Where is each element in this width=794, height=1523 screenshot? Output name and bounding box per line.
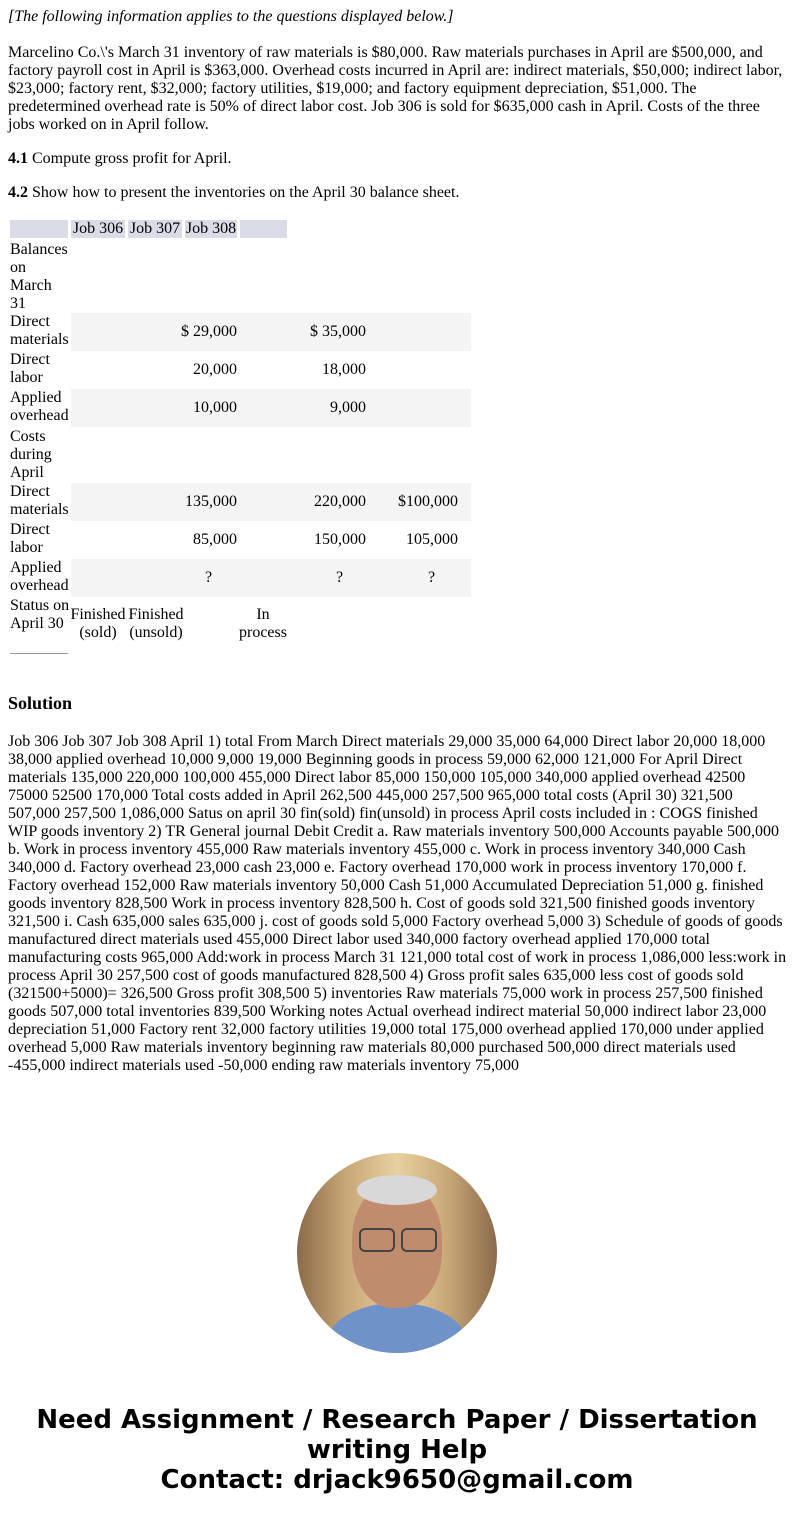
table-row [8, 313, 478, 351]
status-job-308: In process [239, 606, 287, 641]
row-label: Direct materials [10, 313, 69, 348]
intro-body: Marcelino Co.\'s March 31 inventory of raw materials is $80,000. Raw materials purchases in April are $500,000, and factory payroll cost in April is $363,000. Overhead costs incurred in April are: indirect materials, $50,000; indirect labor, $23,000; factory rent, $32,000; factory utilities, $19,000; and factory equipment depreciation, $51,000. The predetermined overhead rate is 50% of direct labor cost. Job 306 is sold for $635,000 cash in April. Costs of the three jobs worked on in April follow. [8, 44, 783, 133]
cell-job-306: 135,000 [185, 493, 237, 510]
cell-job-308: $100,000 [398, 493, 458, 510]
status-job-307: Finished (unsold) [128, 606, 184, 641]
table-row [8, 521, 478, 559]
cell-job-307: $ 35,000 [310, 323, 366, 340]
question-4-2 [8, 184, 459, 202]
table-row [8, 559, 478, 597]
footer-contact: Contact: drjack9650@gmail.com [160, 1465, 634, 1495]
cell-job-307: ? [336, 569, 344, 586]
cell-job-306: 85,000 [193, 531, 237, 548]
solution-heading: Solution [8, 693, 73, 713]
row-label: Direct labor [10, 521, 50, 556]
question-number: 4.1 [8, 150, 28, 167]
header-job-307: Job 307 [129, 220, 181, 237]
cell-job-307: 150,000 [314, 531, 366, 548]
glasses-right [401, 1228, 437, 1252]
row-label: Status on April 30 [10, 597, 70, 632]
section-row [8, 427, 478, 483]
table-header [8, 219, 478, 239]
cell-job-306: 10,000 [193, 399, 237, 416]
section-row [8, 239, 478, 313]
cell-job-306: ? [205, 569, 213, 586]
table-divider [10, 653, 68, 654]
header-blank [10, 220, 68, 238]
job-cost-table [8, 219, 478, 654]
author-photo [297, 1153, 497, 1353]
solution-text: Job 306 Job 307 Job 308 April 1) total From March Direct materials 29,000 35,000 64,000 Direct labor 20,000 18,000 38,000 applied overhead 10,000 9,000 19,000 Beginning goods in process 59,000 62,000 121,000 For April Direct materials 135,000 220,000 100,000 455,000 Direct labor 85,000 150,000 105,000 340,000 applied overhead 42500 75000 52500 170,000 Total costs added in April 262,500 445,000 257,500 965,000 total costs (April 30) 321,500 507,000 257,500 1,086,000 Satus on april 30 fin(sold) fin(unsold) in process April costs included in : COGS finished WIP goods inventory 2) TR General journal Debit Credit a. Raw materials inventory 500,000 Accounts payable 500,000 b. Work in process inventory 455,000 Raw materials inventory 455,000 c. Work in process inventory 340,000 Cash 340,000 d. Factory overhead 23,000 cash 23,000 e. Factory overhead 170,000 work in process inventory 170,000 f. Factory overhead 152,000 Raw materials inventory 50,000 Cash 51,000 Accumulated Depreciation 51,000 g. finished goods inventory 828,500 Work in process inventory 828,500 h. Cost of goods sold 321,500 finished goods inventory 321,500 i. Cash 635,000 sales 635,000 j. cost of goods sold 5,000 Factory overhead 5,000 3) Schedule of goods of goods manufactured direct materials used 455,000 Direct labor used 340,000 factory overhead applied 170,000 total manufacturing costs 965,000 Add:work in process March 31 121,000 total cost of work in process 1,086,000 less:work in process April 30 257,500 cost of goods manufactured 828,500 4) Gross profit sales 635,000 less cost of goods sold (321500+5000)= 326,500 Gross profit 308,500 5) inventories Raw materials 75,000 work in process 257,500 finished goods 507,000 total inventories 839,500 Working notes Actual overhead indirect material 50,000 indirect labor 23,000 depreciation 51,000 Factory rent 32,000 factory utilities 19,000 total 175,000 overhead applied 170,000 under applied overhead 5,000 Raw materials inventory beginning raw materials 80,000 purchased 500,000 direct materials used -455,000 indirect materials used -50,000 ending raw materials inventory 75,000 [8, 733, 787, 1074]
cell-job-306: $ 29,000 [181, 323, 237, 340]
header-blank [240, 220, 287, 238]
section-label: Balances on March 31 [10, 241, 68, 312]
question-number: 4.2 [8, 184, 28, 201]
question-text: Compute gross profit for April. [28, 150, 232, 167]
table-row [8, 483, 478, 521]
question-4-1 [8, 150, 232, 168]
cell-job-307: 18,000 [322, 361, 366, 378]
cell-job-308: ? [428, 569, 436, 586]
row-label: Applied overhead [10, 559, 69, 594]
hair [357, 1175, 437, 1205]
problem-intro [8, 8, 786, 134]
status-row [8, 597, 478, 653]
table-row [8, 389, 478, 427]
row-label: Direct materials [10, 483, 69, 518]
header-job-306: Job 306 [72, 220, 124, 237]
shirt [327, 1303, 467, 1353]
row-label: Direct labor [10, 351, 50, 386]
section-label: Costs during April [10, 428, 52, 481]
question-text: Show how to present the inventories on the April 30 balance sheet. [28, 184, 460, 201]
cell-job-308: 105,000 [406, 531, 458, 548]
cell-job-306: 20,000 [193, 361, 237, 378]
glasses-left [359, 1228, 395, 1252]
status-job-306: Finished (sold) [70, 606, 126, 641]
footer-ad [0, 1405, 794, 1495]
header-job-308: Job 308 [185, 220, 237, 237]
row-label: Applied overhead [10, 389, 69, 424]
cell-job-307: 9,000 [330, 399, 366, 416]
cell-job-307: 220,000 [314, 493, 366, 510]
intro-note: [The following information applies to the questions displayed below.] [8, 8, 454, 25]
table-row [8, 351, 478, 389]
footer-line-1: Need Assignment / Research Paper / Dissertation writing Help [36, 1405, 758, 1465]
